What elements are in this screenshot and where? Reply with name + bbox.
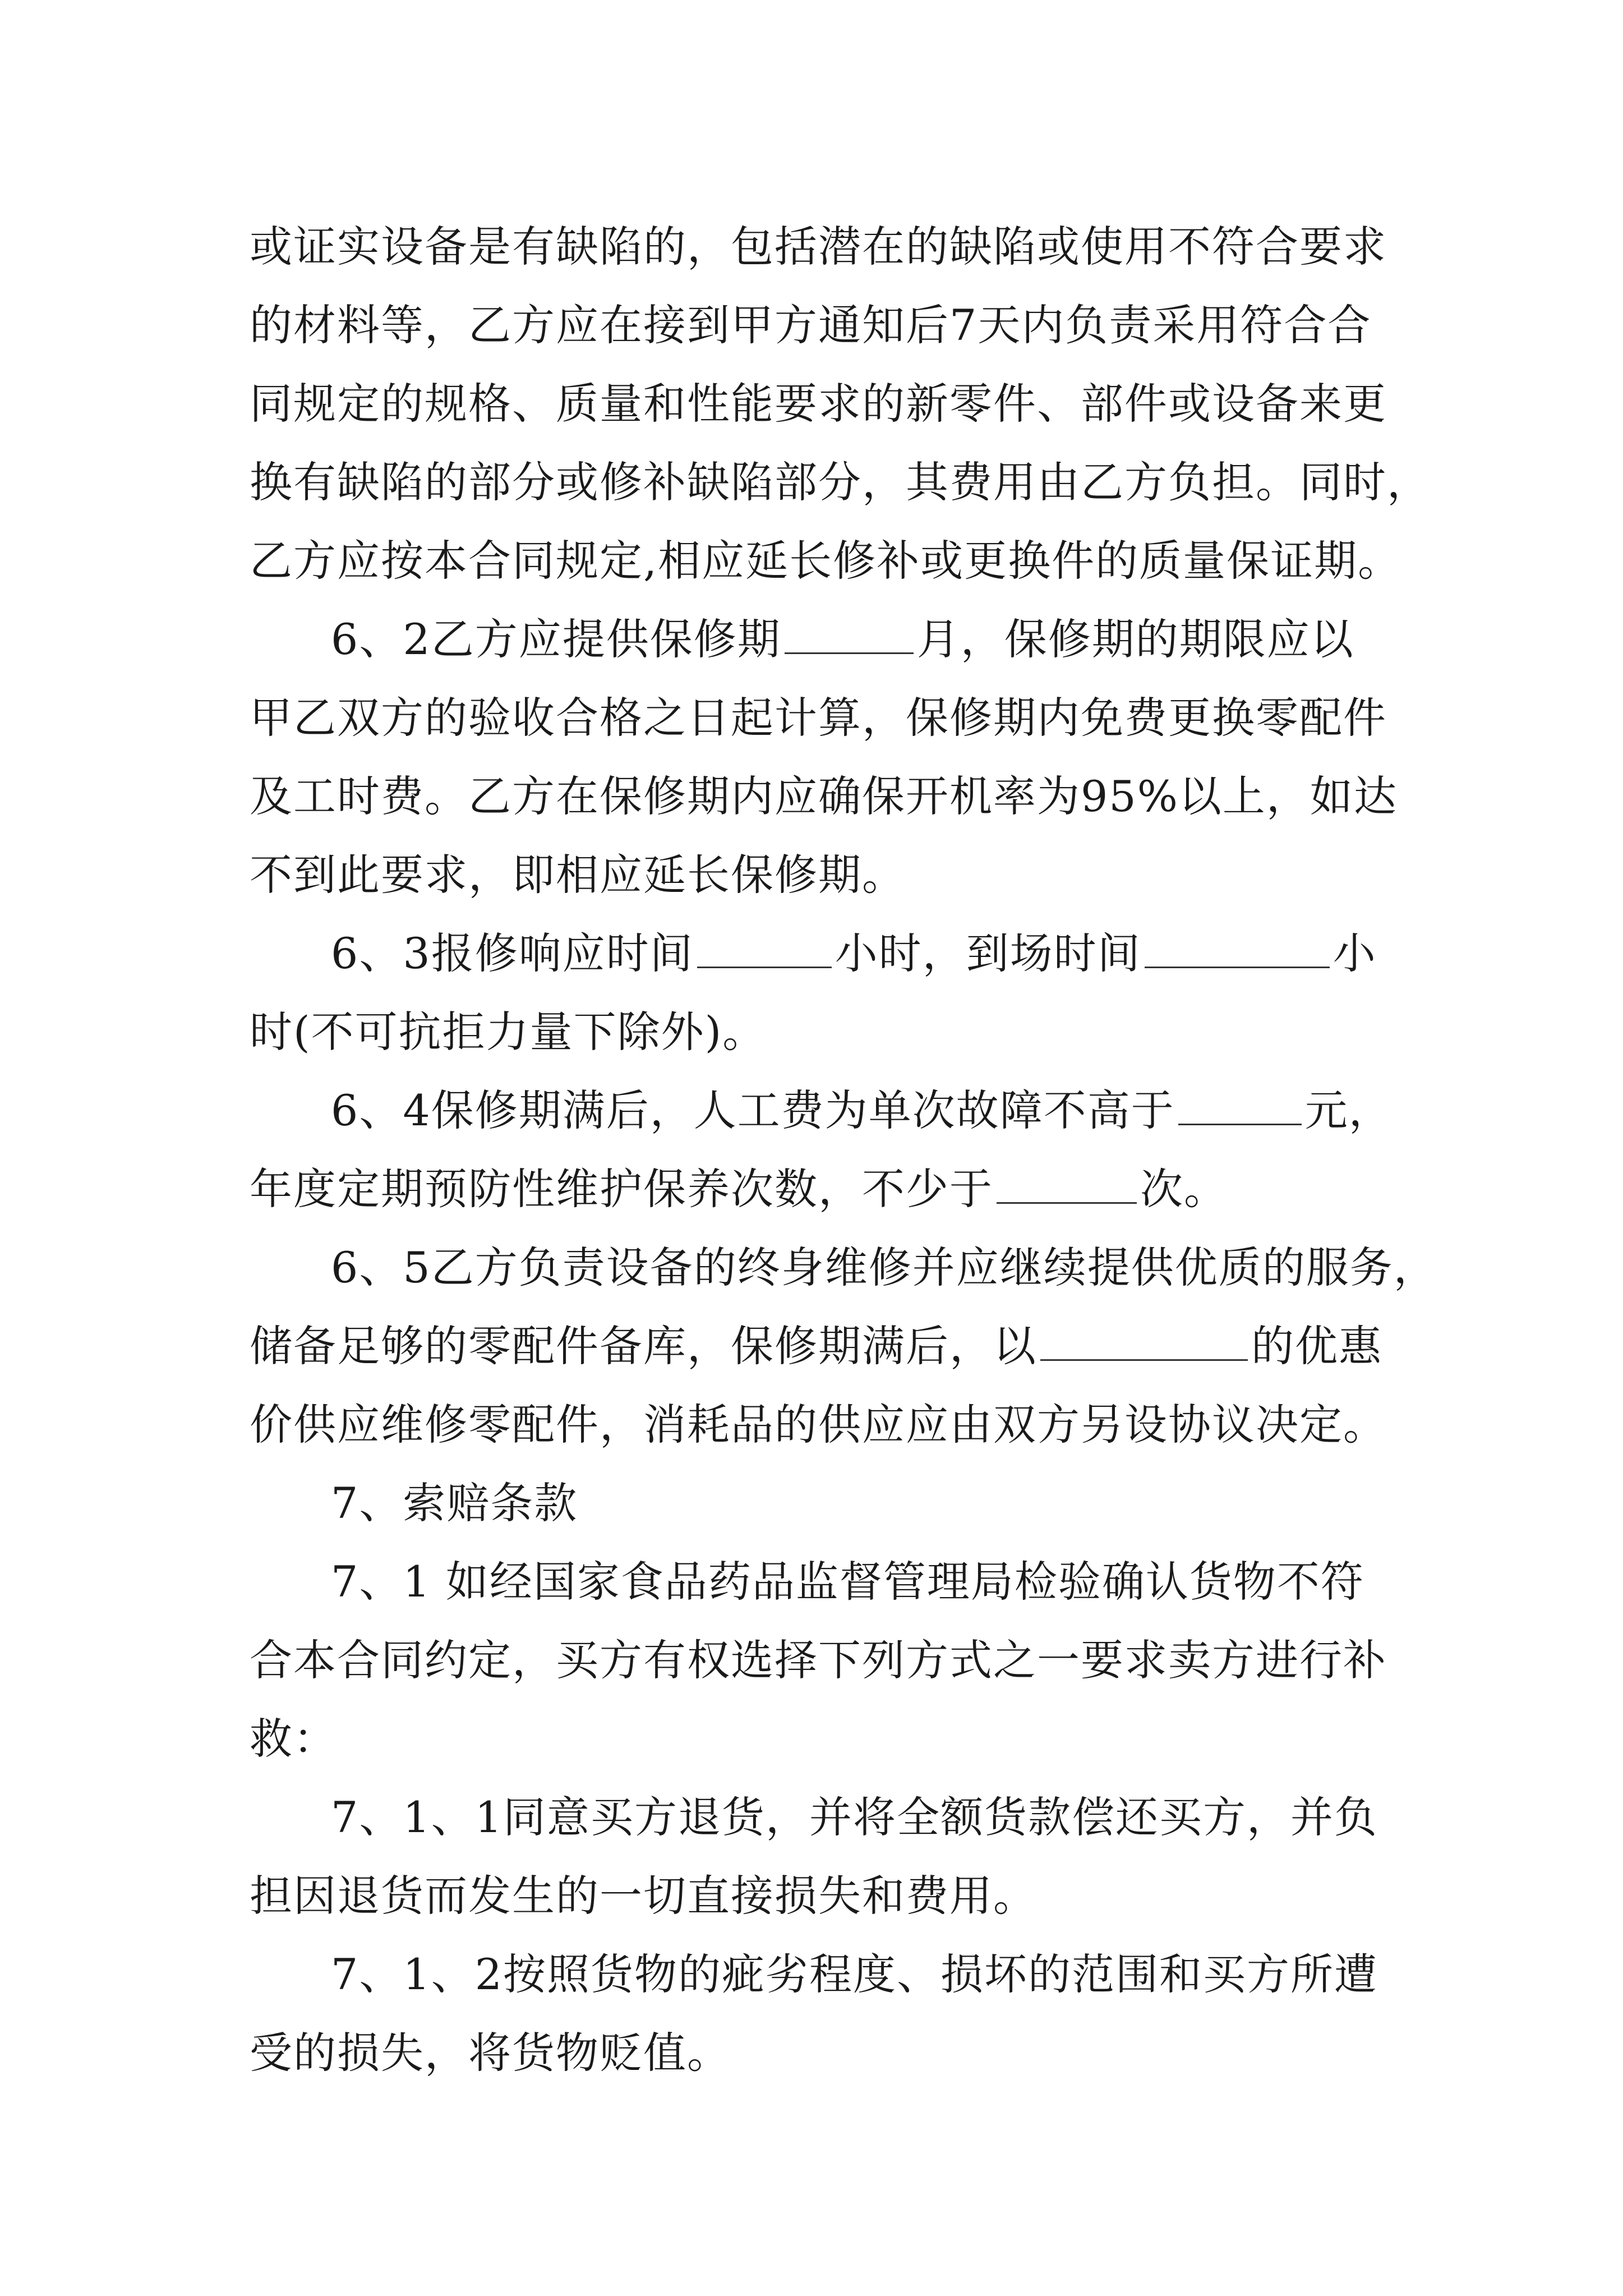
paragraph-7-1 xyxy=(250,1543,1394,1778)
paragraph-6-4 xyxy=(250,1071,1394,1228)
text-line: 担因退货而发生的一切直接损失和费用。 xyxy=(250,1871,1037,1921)
text-segment: 的优惠 xyxy=(1251,1321,1382,1371)
text-line: 价供应维修零配件，消耗品的供应应由双方另设协议决定。 xyxy=(250,1400,1387,1450)
text-line: 7、1、2按照货物的疵劣程度、损坏的范围和买方所遭 xyxy=(331,1949,1378,1999)
fill-in-blank xyxy=(1040,1320,1248,1361)
text-line: 不到此要求，即相应延长保修期。 xyxy=(250,850,906,900)
text-line xyxy=(250,1307,1394,1386)
document-body xyxy=(250,208,1437,2092)
fill-in-blank xyxy=(697,927,832,968)
text-segment: 月，保修期的期限应以 xyxy=(916,614,1354,664)
text-segment: 6、3报修响应时间 xyxy=(331,928,694,978)
section-heading-7 xyxy=(250,1464,1394,1543)
text-segment: 小 xyxy=(1332,928,1377,978)
text-line: 同规定的规格、质量和性能要求的新零件、部件或设备来更 xyxy=(250,379,1387,429)
text-line: 7、1、1同意买方退货，并将全额货款偿还买方，并负 xyxy=(331,1792,1378,1842)
paragraph-7-1-2 xyxy=(250,1935,1394,2092)
text-line: 或证实设备是有缺陷的，包括潜在的缺陷或使用不符合要求 xyxy=(250,222,1387,272)
paragraph-7-1-1 xyxy=(250,1778,1394,1935)
text-line: 6、5乙方负责设备的终身维修并应继续提供优质的服务， xyxy=(331,1243,1437,1292)
fill-in-blank xyxy=(997,1163,1137,1204)
text-line xyxy=(250,1150,1394,1228)
text-line xyxy=(250,600,1394,679)
text-segment: 次。 xyxy=(1140,1164,1228,1214)
text-segment: 储备足够的零配件备库，保修期满后，以 xyxy=(250,1321,1037,1371)
text-segment: 年度定期预防性维护保养次数，不少于 xyxy=(250,1164,993,1214)
text-line: 的材料等，乙方应在接到甲方通知后7天内负责采用符合合 xyxy=(250,300,1372,350)
text-line: 及工时费。乙方在保修期内应确保开机率为95%以上，如达 xyxy=(250,771,1398,821)
text-line: 甲乙双方的验收合格之日起计算，保修期内免费更换零配件 xyxy=(250,693,1387,743)
fill-in-blank xyxy=(1178,1084,1302,1125)
text-line: 受的损失，将货物贬值。 xyxy=(250,2028,731,2078)
text-segment: 6、4保修期满后，人工费为单次故障不高于 xyxy=(331,1085,1175,1135)
text-line: 合本合同约定，买方有权选择下列方式之一要求卖方进行补 xyxy=(250,1635,1387,1685)
text-segment: 小时，到场时间 xyxy=(834,928,1141,978)
text-segment: 6、2乙方应提供保修期 xyxy=(331,614,781,664)
text-segment: 元， xyxy=(1304,1085,1393,1135)
fill-in-blank xyxy=(785,613,914,654)
paragraph-6-5 xyxy=(250,1228,1437,1464)
text-line: 换有缺陷的部分或修补缺陷部分，其费用由乙方负担。同时， xyxy=(250,457,1431,507)
text-line xyxy=(250,1071,1394,1150)
paragraph-6-3 xyxy=(250,914,1394,1071)
paragraph-6-1-continued xyxy=(250,208,1431,600)
fill-in-blank xyxy=(1145,927,1330,968)
text-line: 时(不可抗拒力量下除外)。 xyxy=(250,1007,767,1057)
section-title: 7、索赔条款 xyxy=(331,1478,578,1528)
text-line xyxy=(250,914,1394,993)
text-line: 7、1 如经国家食品药品监督管理局检验确认货物不符 xyxy=(331,1557,1364,1607)
text-line: 乙方应按本合同规定,相应延长修补或更换件的质量保证期。 xyxy=(250,536,1402,586)
text-line: 救： xyxy=(250,1714,337,1764)
paragraph-6-2 xyxy=(250,600,1398,914)
